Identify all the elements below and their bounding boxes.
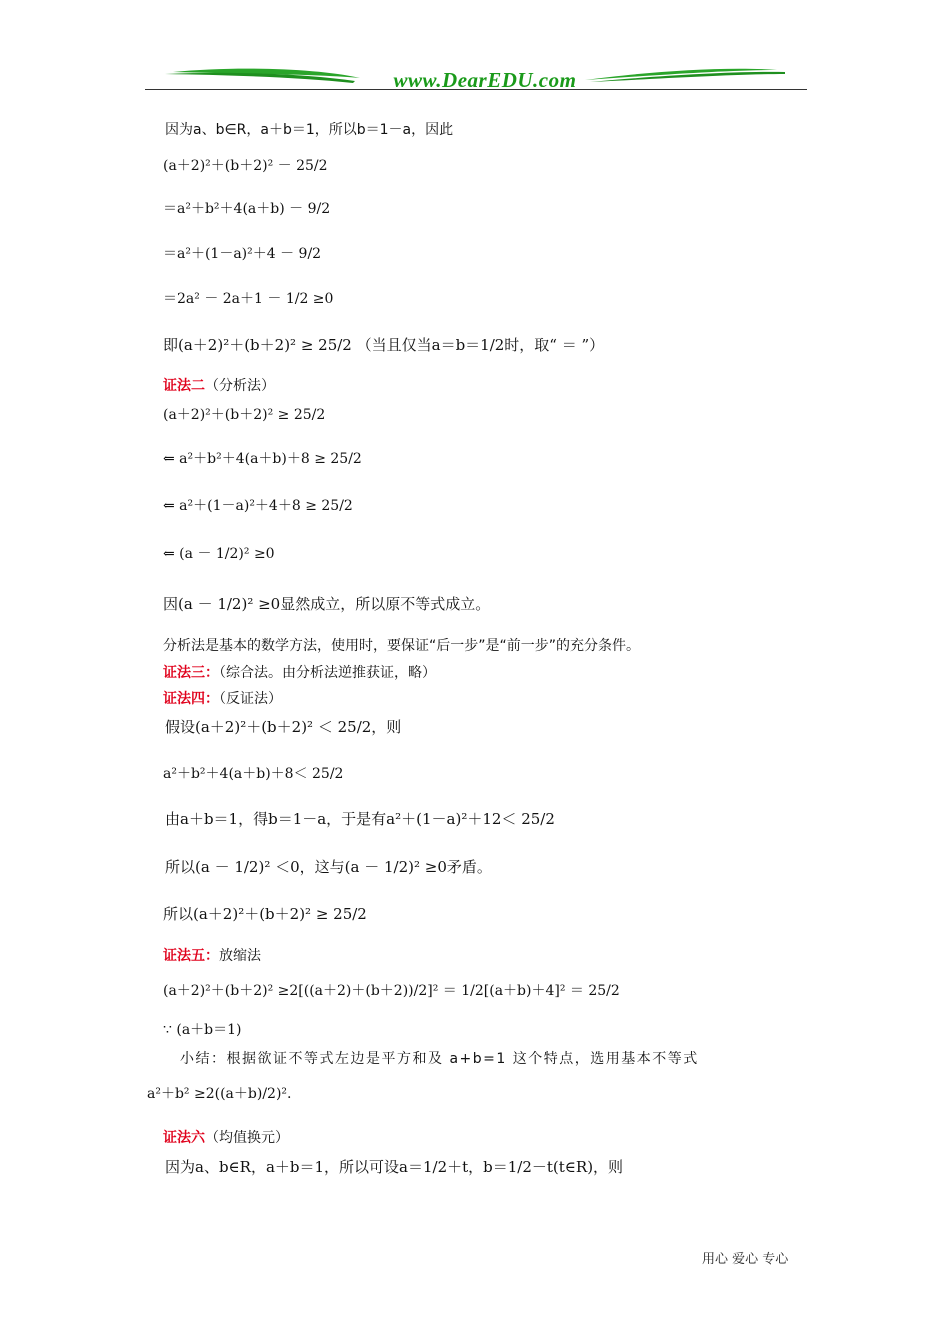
equation-line: a²＋b² ≥2((a＋b)/2)². [147,1086,292,1102]
text-line: 分析法是基本的数学方法，使用时，要保证“后一步”是“前一步”的充分条件。 [163,638,641,654]
method-heading-label: 证法五： [163,948,219,964]
equation-line: 即(a＋2)²＋(b＋2)² ≥ 25/2 （当且仅当a＝b＝1/2时，取“ ＝ ”） [163,336,605,354]
method-heading [163,689,282,708]
equation-line: 假设(a＋2)²＋(b＋2)² ＜ 25/2，则 [165,718,402,736]
equation-line: ＝a²＋b²＋4(a＋b) － 9/2 [163,201,331,217]
site-logo-text[interactable]: www.DearEDU.com [393,68,577,92]
equation-line: a²＋b²＋4(a＋b)＋8＜ 25/2 [163,766,344,782]
method-heading-label: 证法四： [163,691,219,707]
equation-line: (a＋2)²＋(b＋2)² ≥ 25/2 [163,407,326,423]
method-heading-label: 证法三： [163,665,219,681]
method-heading-label: 证法二 [163,378,205,394]
equation-line: 由a＋b＝1，得b＝1－a，于是有a²＋(1－a)²＋12＜ 25/2 [165,810,555,828]
equation-line: 因(a － 1/2)² ≥0显然成立，所以原不等式成立。 [163,595,491,613]
equation-line: (a＋2)²＋(b＋2)² ≥2[((a＋2)＋(b＋2))/2]² ＝ 1/2[(a＋b)＋4]² ＝ 25/2 [163,983,620,999]
method-heading-note: （反证法） [219,691,282,707]
equation-line: 因为a、b∈R，a＋b＝1，所以可设a＝1/2＋t，b＝1/2－t(t∈R)，则 [165,1158,624,1176]
method-heading-note: （分析法） [205,378,275,394]
method-heading [163,1128,289,1147]
equation-line: ＝a²＋(1－a)²＋4 － 9/2 [163,246,322,262]
method-heading [163,946,261,965]
equation-line: 所以(a＋2)²＋(b＋2)² ≥ 25/2 [163,905,367,923]
method-heading [163,376,275,395]
method-heading-note: 放缩法 [219,948,261,964]
equation-line: ⇐ a²＋(1－a)²＋4＋8 ≥ 25/2 [163,498,353,514]
method-heading-note: （均值换元） [205,1130,289,1146]
equation-line: ⇐ a²＋b²＋4(a＋b)＋8 ≥ 25/2 [163,451,362,467]
equation-line: ∵ (a＋b＝1) [163,1022,242,1038]
equation-line: ⇐ (a － 1/2)² ≥0 [163,546,275,562]
equation-line: ＝2a² － 2a＋1 － 1/2 ≥0 [163,291,334,307]
text-line: 因为a、b∈R，a＋b＝1，所以b＝1－a，因此 [165,122,454,138]
equation-line: 所以(a － 1/2)² ＜0，这与(a － 1/2)² ≥0矛盾。 [165,858,492,876]
summary-line: 小结：根据欲证不等式左边是平方和及 a+b=1 这个特点，选用基本不等式 [180,1051,699,1067]
method-heading-note: （综合法。由分析法逆推获证，略） [219,665,436,681]
method-heading [163,663,436,682]
equation-line: (a＋2)²＋(b＋2)² － 25/2 [163,158,328,174]
page-footer: 用心 爱心 专心 [702,1252,789,1267]
method-heading-label: 证法六 [163,1130,205,1146]
